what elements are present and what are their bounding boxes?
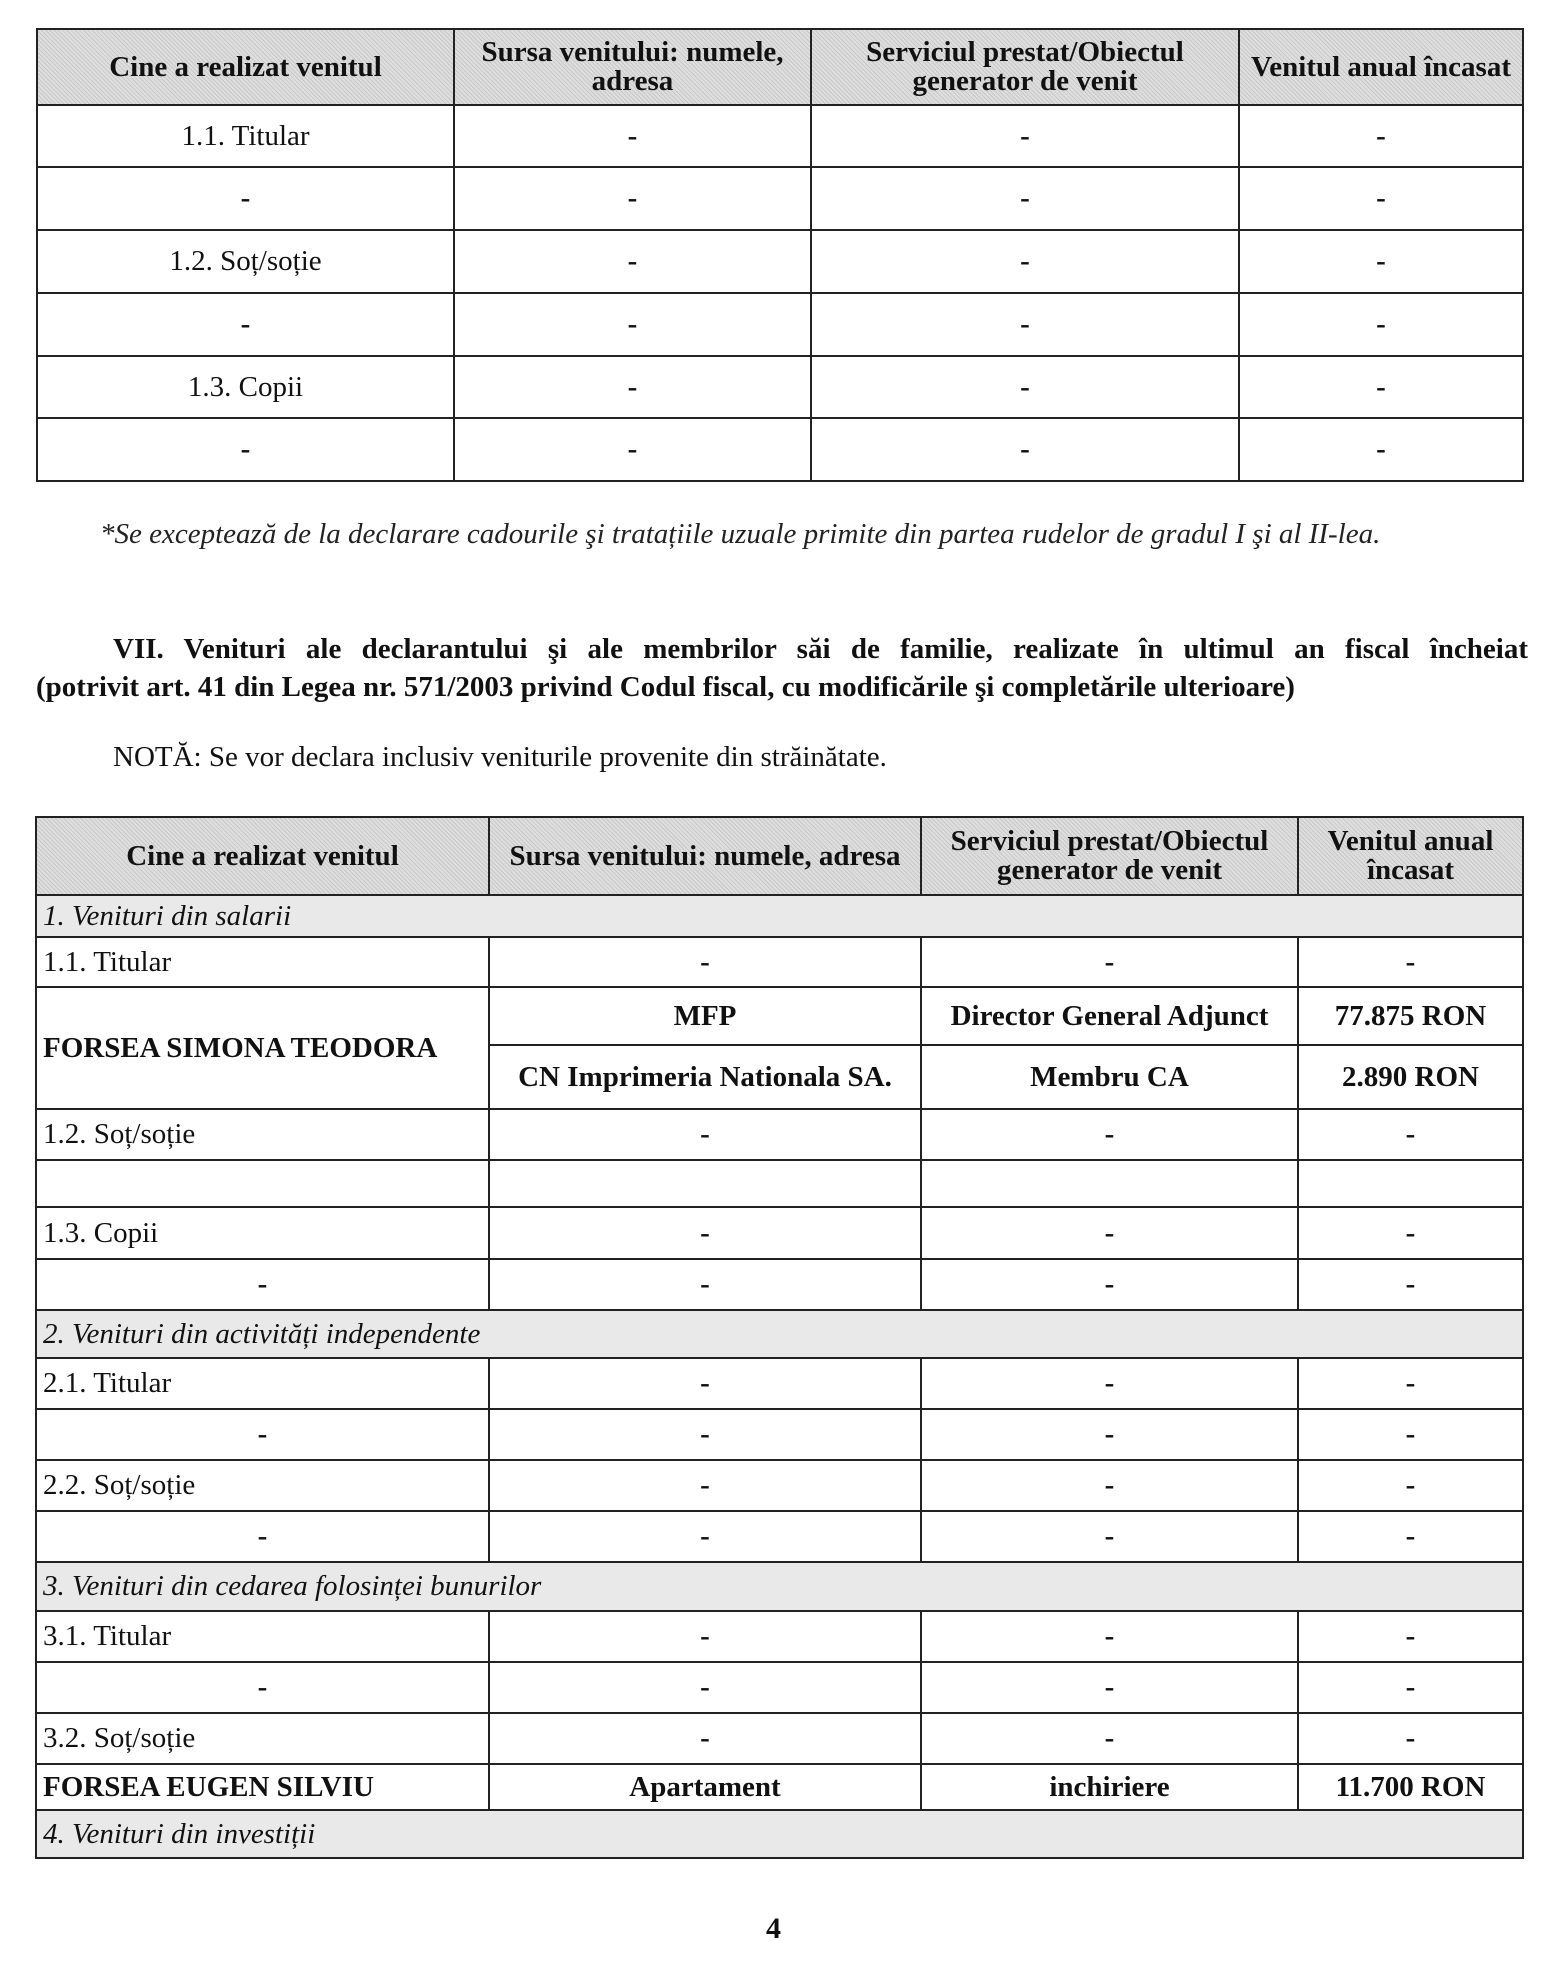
section-row-salaries bbox=[36, 895, 1523, 937]
table-row bbox=[36, 1511, 1523, 1562]
table-row bbox=[36, 937, 1523, 987]
table-row bbox=[36, 1160, 1523, 1207]
cell-who: 1.2. Soț/soție bbox=[36, 1109, 489, 1160]
section-row-investments bbox=[36, 1810, 1523, 1858]
cell-who: 2.1. Titular bbox=[36, 1358, 489, 1409]
nota: NOTĂ: Se vor declara inclusiv veniturile provenite din străinătate. bbox=[113, 741, 887, 773]
cell-service: - bbox=[921, 1511, 1298, 1562]
table-row bbox=[37, 418, 1523, 481]
cell-source: - bbox=[489, 1611, 921, 1662]
table-row bbox=[37, 356, 1523, 418]
cell-who: 3.1. Titular bbox=[36, 1611, 489, 1662]
cell-source: - bbox=[489, 1460, 921, 1511]
cell-amount: 2.890 RON bbox=[1298, 1045, 1523, 1109]
cell-source: - bbox=[454, 356, 811, 418]
cell-who: 1.3. Copii bbox=[37, 356, 454, 418]
section-row-rental bbox=[36, 1562, 1523, 1611]
section-label: 2. Venituri din activități independente bbox=[36, 1310, 1523, 1358]
cell-service: - bbox=[921, 1409, 1298, 1460]
table-row bbox=[36, 1460, 1523, 1511]
header-who: Cine a realizat venitul bbox=[37, 29, 454, 105]
table-row bbox=[36, 1611, 1523, 1662]
cell-who: - bbox=[37, 293, 454, 356]
cell-amount: - bbox=[1298, 937, 1523, 987]
cell-amount: - bbox=[1239, 293, 1523, 356]
cell-amount: - bbox=[1298, 1409, 1523, 1460]
cell-source: - bbox=[454, 167, 811, 230]
cell-source: MFP bbox=[489, 987, 921, 1045]
cell-source: - bbox=[489, 1511, 921, 1562]
cell-source: - bbox=[489, 1109, 921, 1160]
cell-who: 1.1. Titular bbox=[37, 105, 454, 167]
table-header-row bbox=[37, 29, 1523, 105]
cell-source: - bbox=[489, 1713, 921, 1764]
cell-service: - bbox=[921, 937, 1298, 987]
table-row bbox=[36, 1662, 1523, 1713]
table-row bbox=[37, 105, 1523, 167]
cell-who: 2.2. Soț/soție bbox=[36, 1460, 489, 1511]
cell-amount: - bbox=[1298, 1611, 1523, 1662]
cell-service: - bbox=[811, 356, 1239, 418]
header-who: Cine a realizat venitul bbox=[36, 817, 489, 895]
income-table bbox=[35, 816, 1524, 1859]
section-row-independent bbox=[36, 1310, 1523, 1358]
cell-service: inchiriere bbox=[921, 1764, 1298, 1810]
cell-who: 1.1. Titular bbox=[36, 937, 489, 987]
section-label: 1. Venituri din salarii bbox=[36, 895, 1523, 937]
cell-amount: - bbox=[1298, 1460, 1523, 1511]
cell-amount bbox=[1298, 1160, 1523, 1207]
cell-who bbox=[36, 1160, 489, 1207]
cell-who: FORSEA SIMONA TEODORA bbox=[36, 987, 489, 1109]
table-row bbox=[36, 1409, 1523, 1460]
cell-amount: - bbox=[1298, 1511, 1523, 1562]
table-row bbox=[37, 230, 1523, 293]
cell-source: - bbox=[454, 105, 811, 167]
table-row bbox=[37, 293, 1523, 356]
header-source: Sursa venitului: numele, adresa bbox=[489, 817, 921, 895]
cell-service: Membru CA bbox=[921, 1045, 1298, 1109]
cell-service: - bbox=[811, 105, 1239, 167]
income-table-continued bbox=[36, 28, 1524, 482]
page-number: 4 bbox=[766, 1912, 781, 1945]
cell-amount: - bbox=[1298, 1109, 1523, 1160]
cell-source: - bbox=[489, 937, 921, 987]
table-row bbox=[36, 987, 1523, 1045]
cell-source: - bbox=[489, 1259, 921, 1310]
cell-amount: - bbox=[1239, 418, 1523, 481]
cell-source: Apartament bbox=[489, 1764, 921, 1810]
cell-source: - bbox=[489, 1409, 921, 1460]
cell-service: - bbox=[921, 1611, 1298, 1662]
header-amount: Venitul anual încasat bbox=[1298, 817, 1523, 895]
cell-amount: - bbox=[1298, 1207, 1523, 1259]
cell-service: - bbox=[811, 293, 1239, 356]
cell-who: - bbox=[36, 1259, 489, 1310]
cell-amount: - bbox=[1298, 1713, 1523, 1764]
table-row bbox=[36, 1109, 1523, 1160]
cell-source: CN Imprimeria Nationala SA. bbox=[489, 1045, 921, 1109]
cell-service: - bbox=[811, 418, 1239, 481]
table-row bbox=[36, 1259, 1523, 1310]
cell-source: - bbox=[454, 293, 811, 356]
header-source: Sursa venitului: numele, adresa bbox=[454, 29, 811, 105]
section-label: 3. Venituri din cedarea folosinței bunurilor bbox=[36, 1562, 1523, 1611]
cell-amount: - bbox=[1239, 167, 1523, 230]
cell-source: - bbox=[489, 1358, 921, 1409]
header-amount: Venitul anual încasat bbox=[1239, 29, 1523, 105]
section-label: 4. Venituri din investiții bbox=[36, 1810, 1523, 1858]
cell-source: - bbox=[489, 1207, 921, 1259]
cell-source bbox=[489, 1160, 921, 1207]
cell-service: Director General Adjunct bbox=[921, 987, 1298, 1045]
cell-source: - bbox=[454, 418, 811, 481]
table-row bbox=[36, 1358, 1523, 1409]
cell-who: 3.2. Soț/soție bbox=[36, 1713, 489, 1764]
table-row bbox=[36, 1713, 1523, 1764]
header-service: Serviciul prestat/Obiectul generator de venit bbox=[921, 817, 1298, 895]
cell-service bbox=[921, 1160, 1298, 1207]
cell-amount: 77.875 RON bbox=[1298, 987, 1523, 1045]
table-header-row bbox=[36, 817, 1523, 895]
table-row bbox=[37, 167, 1523, 230]
cell-source: - bbox=[489, 1662, 921, 1713]
cell-service: - bbox=[811, 167, 1239, 230]
cell-service: - bbox=[921, 1662, 1298, 1713]
cell-who: - bbox=[37, 167, 454, 230]
cell-who: 1.3. Copii bbox=[36, 1207, 489, 1259]
cell-who: 1.2. Soț/soție bbox=[37, 230, 454, 293]
cell-who: - bbox=[36, 1662, 489, 1713]
section-heading bbox=[36, 630, 1528, 706]
cell-amount: - bbox=[1239, 105, 1523, 167]
cell-who: - bbox=[36, 1409, 489, 1460]
cell-amount: - bbox=[1239, 356, 1523, 418]
section-heading-line2: (potrivit art. 41 din Legea nr. 571/2003 privind Codul fiscal, cu modificările şi completările ulterioare) bbox=[36, 671, 1295, 703]
cell-amount: - bbox=[1298, 1358, 1523, 1409]
cell-service: - bbox=[921, 1259, 1298, 1310]
cell-service: - bbox=[921, 1358, 1298, 1409]
footnote: *Se exceptează de la declarare cadourile şi tratațiile uzuale primite din partea rudelor de gradul I şi al II-lea. bbox=[100, 518, 1381, 550]
cell-amount: - bbox=[1239, 230, 1523, 293]
cell-who: - bbox=[36, 1511, 489, 1562]
cell-service: - bbox=[921, 1109, 1298, 1160]
cell-amount: 11.700 RON bbox=[1298, 1764, 1523, 1810]
cell-who: FORSEA EUGEN SILVIU bbox=[36, 1764, 489, 1810]
cell-service: - bbox=[811, 230, 1239, 293]
section-heading-line1: VII. Venituri ale declarantului şi ale membrilor săi de familie, realizate în ultimul an fiscal încheiat bbox=[113, 633, 1528, 665]
cell-source: - bbox=[454, 230, 811, 293]
cell-service: - bbox=[921, 1713, 1298, 1764]
cell-amount: - bbox=[1298, 1259, 1523, 1310]
table-row bbox=[36, 1207, 1523, 1259]
cell-service: - bbox=[921, 1460, 1298, 1511]
cell-amount: - bbox=[1298, 1662, 1523, 1713]
table-row bbox=[36, 1764, 1523, 1810]
header-service: Serviciul prestat/Obiectul generator de venit bbox=[811, 29, 1239, 105]
cell-who: - bbox=[37, 418, 454, 481]
cell-service: - bbox=[921, 1207, 1298, 1259]
